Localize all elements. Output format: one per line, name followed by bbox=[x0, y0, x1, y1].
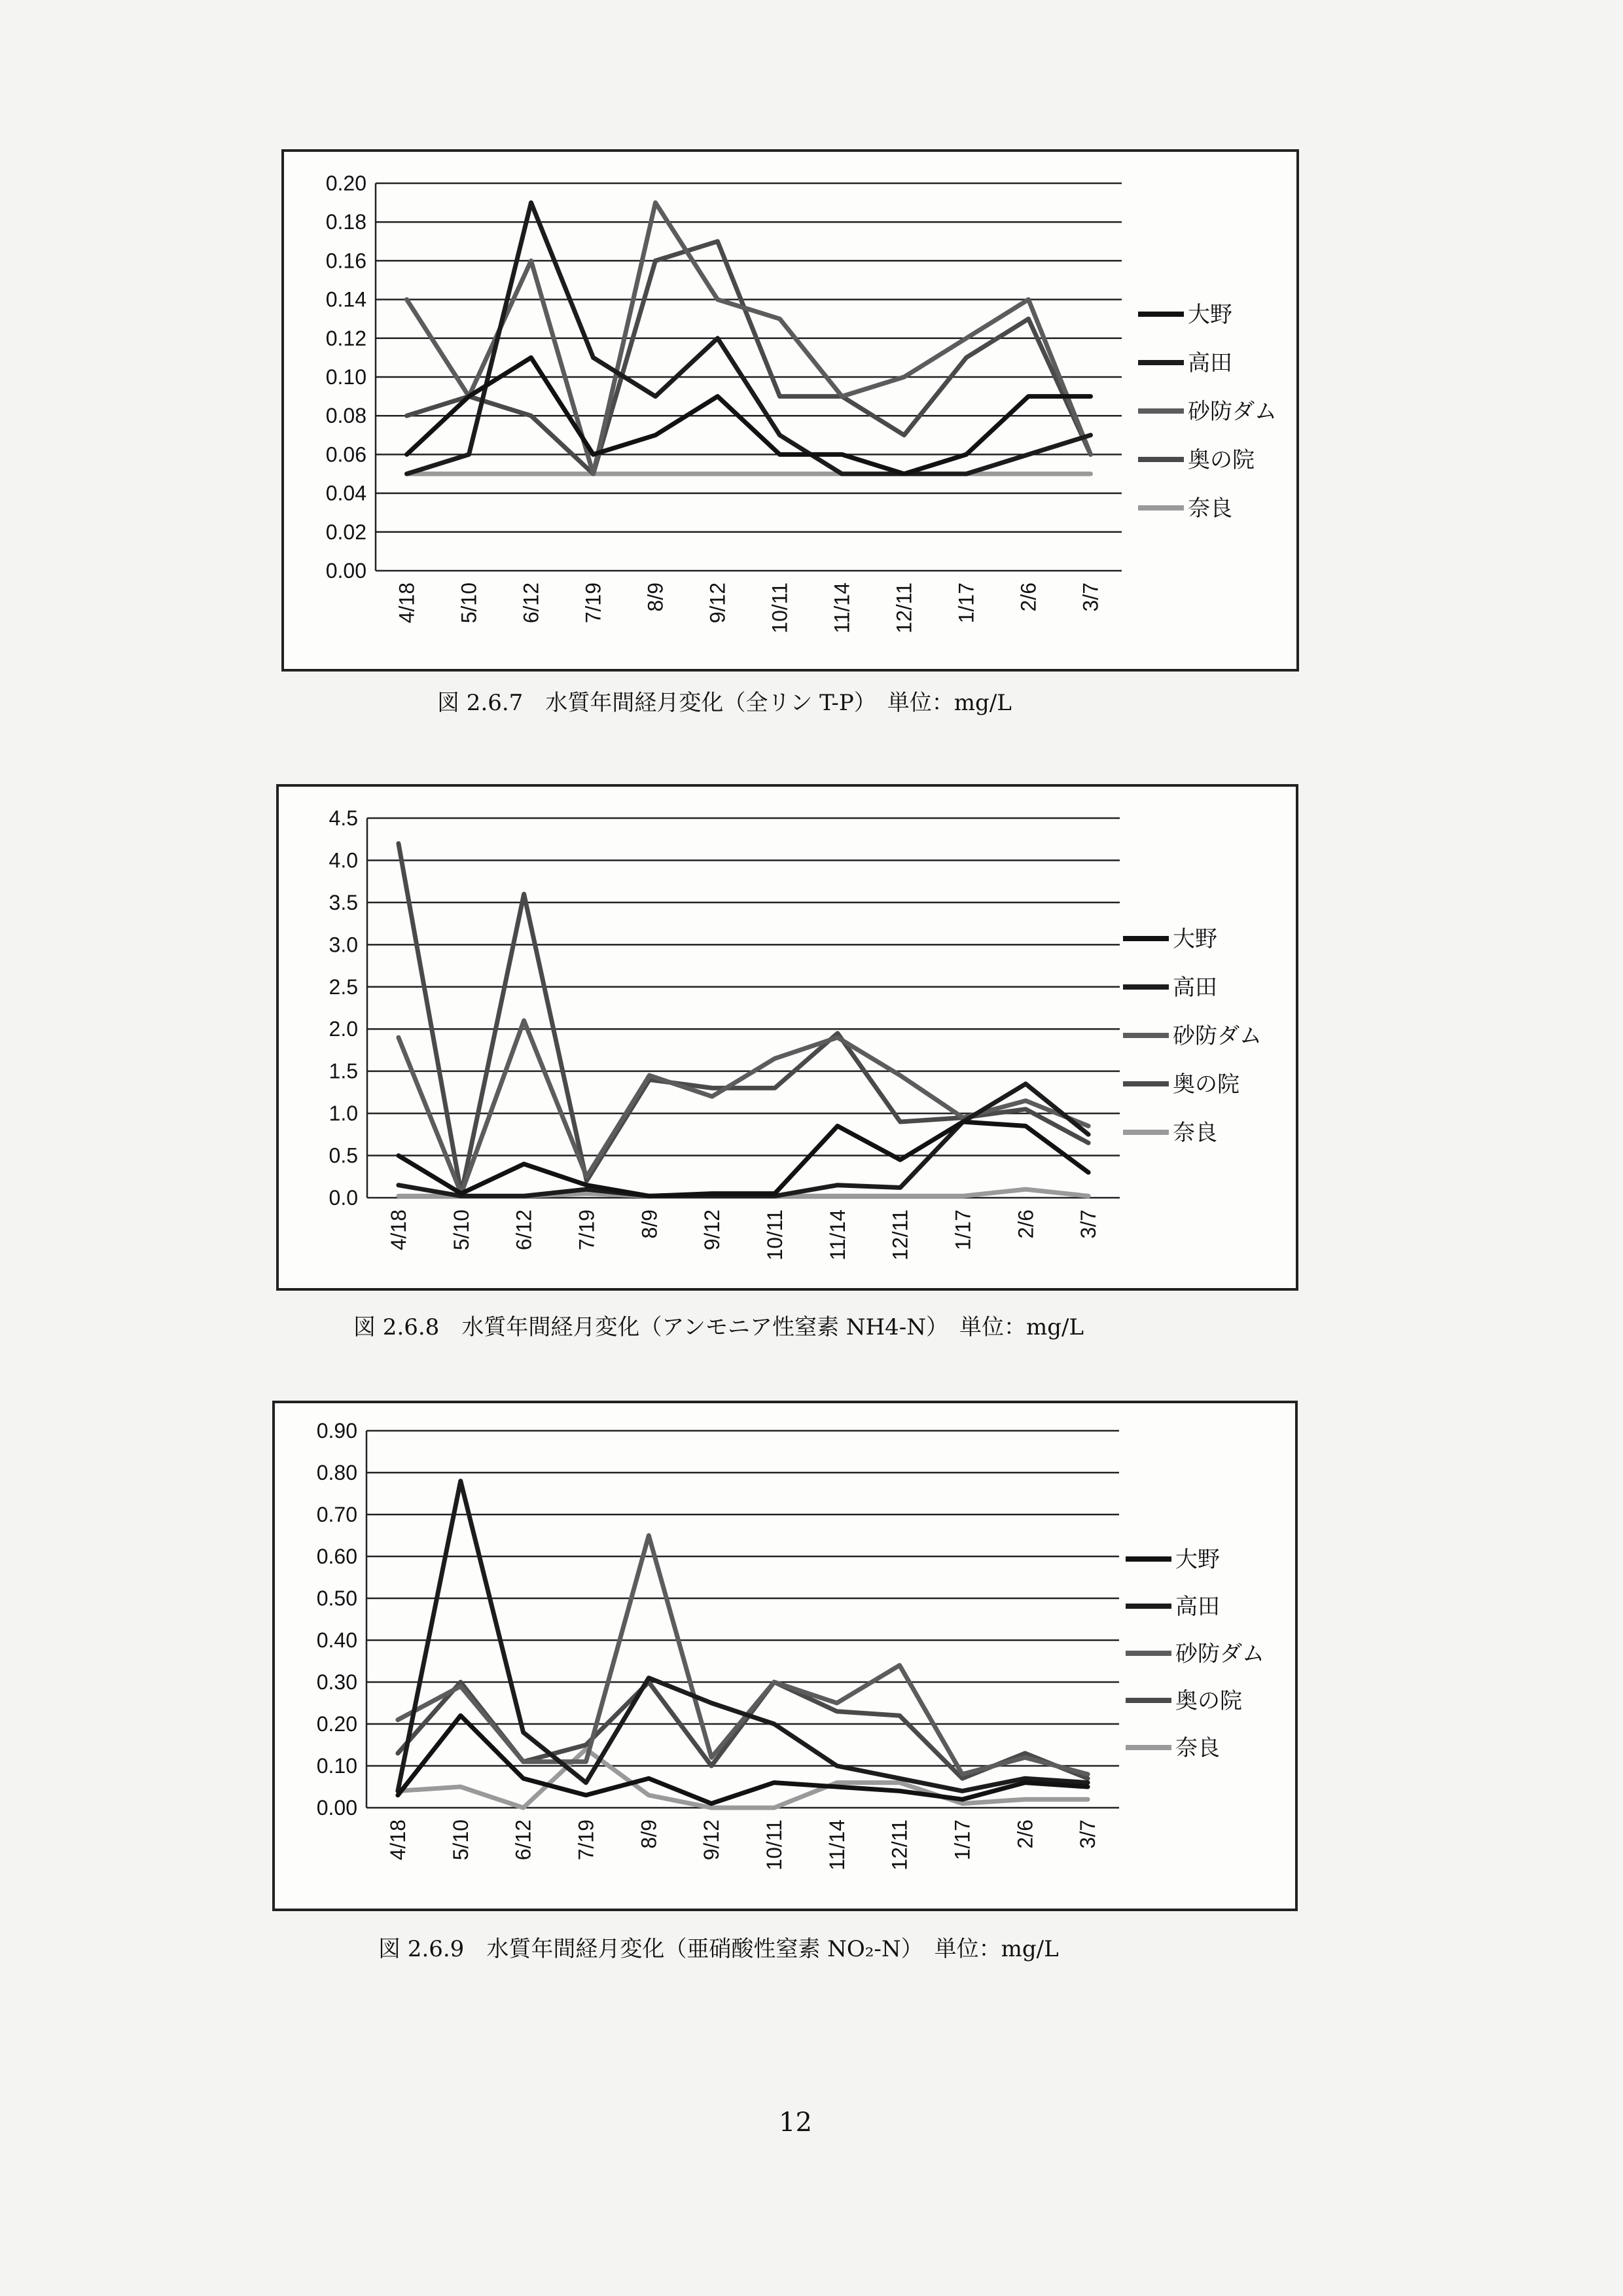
x-tick-label: 8/9 bbox=[637, 1210, 662, 1239]
y-tick-label: 0.5 bbox=[329, 1143, 358, 1168]
series-line bbox=[398, 1715, 1088, 1803]
x-tick-label: 3/7 bbox=[1077, 1210, 1101, 1239]
y-tick-label: 0.04 bbox=[325, 481, 366, 505]
y-tick-label: 0.00 bbox=[316, 1796, 357, 1820]
x-tick-label: 8/9 bbox=[643, 583, 668, 612]
y-tick-label: 0.00 bbox=[325, 559, 366, 583]
y-tick-label: 2.0 bbox=[329, 1017, 358, 1041]
series-line bbox=[399, 844, 1088, 1194]
x-tick-label: 5/10 bbox=[457, 583, 481, 624]
x-tick-label: 10/11 bbox=[762, 1820, 786, 1871]
legend-label: 砂防ダム bbox=[1188, 399, 1277, 425]
y-tick-label: 0.18 bbox=[325, 210, 366, 234]
legend-label: 大野 bbox=[1175, 1547, 1220, 1573]
series-line bbox=[407, 242, 1091, 474]
y-tick-label: 0.20 bbox=[325, 171, 366, 195]
x-tick-label: 2/6 bbox=[1013, 1820, 1037, 1849]
y-tick-label: 0.60 bbox=[316, 1545, 357, 1568]
y-tick-label: 0.70 bbox=[316, 1503, 357, 1526]
y-tick-label: 0.80 bbox=[316, 1461, 357, 1484]
legend-label: 砂防ダム bbox=[1173, 1023, 1262, 1049]
chart-caption: 図 2.6.8 水質年間経月変化（アンモニア性窒素 NH4-N） 単位：mg/L bbox=[353, 1314, 1084, 1340]
y-tick-label: 0.14 bbox=[325, 287, 366, 312]
chart-total-phosphorus bbox=[281, 149, 1299, 672]
legend-label: 奈良 bbox=[1173, 1120, 1217, 1146]
x-tick-label: 7/19 bbox=[574, 1820, 598, 1861]
legend-label: 奈良 bbox=[1175, 1735, 1220, 1761]
x-tick-label: 6/12 bbox=[511, 1820, 535, 1861]
chart-svg bbox=[279, 787, 1296, 1288]
y-tick-label: 3.5 bbox=[329, 890, 358, 914]
y-tick-label: 1.5 bbox=[329, 1059, 358, 1083]
x-tick-label: 6/12 bbox=[519, 583, 543, 624]
legend-label: 奥の院 bbox=[1173, 1071, 1240, 1098]
y-tick-label: 0.40 bbox=[316, 1628, 357, 1652]
chart-nitrite-nitrogen bbox=[272, 1401, 1298, 1911]
x-tick-label: 9/12 bbox=[705, 583, 730, 624]
y-tick-label: 0.06 bbox=[325, 442, 366, 467]
x-tick-label: 4/18 bbox=[386, 1210, 410, 1251]
chart-caption: 図 2.6.9 水質年間経月変化（亜硝酸性窒素 NO₂-N） 単位：mg/L bbox=[378, 1936, 1059, 1962]
x-tick-label: 11/14 bbox=[825, 1820, 849, 1871]
y-tick-label: 0.50 bbox=[316, 1587, 357, 1610]
y-tick-label: 0.90 bbox=[316, 1419, 357, 1443]
y-tick-label: 0.16 bbox=[325, 249, 366, 273]
x-tick-label: 10/11 bbox=[762, 1210, 787, 1261]
x-tick-label: 6/12 bbox=[512, 1210, 536, 1251]
x-tick-label: 9/12 bbox=[700, 1210, 724, 1251]
x-tick-label: 7/19 bbox=[575, 1210, 599, 1251]
chart-caption: 図 2.6.7 水質年間経月変化（全リン T-P） 単位：mg/L bbox=[437, 690, 1012, 716]
y-tick-label: 3.0 bbox=[329, 933, 358, 957]
chart-svg bbox=[275, 1403, 1295, 1909]
x-tick-label: 11/14 bbox=[825, 1210, 849, 1261]
x-tick-label: 2/6 bbox=[1016, 583, 1041, 612]
y-tick-label: 0.10 bbox=[316, 1754, 357, 1778]
chart-svg bbox=[284, 152, 1296, 669]
legend-label: 高田 bbox=[1188, 350, 1232, 376]
x-tick-label: 1/17 bbox=[950, 1820, 974, 1861]
series-line bbox=[398, 1682, 1088, 1778]
series-line bbox=[399, 1084, 1088, 1196]
x-tick-label: 12/11 bbox=[887, 1820, 912, 1871]
y-tick-label: 0.12 bbox=[325, 326, 366, 350]
y-tick-label: 1.0 bbox=[329, 1102, 358, 1126]
x-tick-label: 8/9 bbox=[637, 1820, 661, 1849]
legend-label: 高田 bbox=[1175, 1594, 1220, 1620]
x-tick-label: 11/14 bbox=[830, 583, 854, 634]
x-tick-label: 4/18 bbox=[395, 583, 419, 624]
x-tick-label: 4/18 bbox=[385, 1820, 410, 1861]
legend-label: 奥の院 bbox=[1188, 447, 1255, 473]
series-line bbox=[398, 1535, 1088, 1774]
y-tick-label: 0.08 bbox=[325, 404, 366, 428]
y-tick-label: 0.0 bbox=[329, 1186, 358, 1210]
y-tick-label: 0.02 bbox=[325, 520, 366, 544]
x-tick-label: 12/11 bbox=[892, 583, 916, 634]
x-tick-label: 3/7 bbox=[1076, 1820, 1100, 1849]
page-number: 12 bbox=[779, 2108, 812, 2138]
legend-label: 砂防ダム bbox=[1175, 1641, 1264, 1667]
y-tick-label: 0.20 bbox=[316, 1712, 357, 1736]
x-tick-label: 1/17 bbox=[954, 583, 978, 624]
y-tick-label: 0.10 bbox=[325, 365, 366, 389]
x-tick-label: 9/12 bbox=[700, 1820, 724, 1861]
legend-label: 高田 bbox=[1173, 975, 1217, 1001]
legend-label: 奈良 bbox=[1188, 495, 1232, 522]
y-tick-label: 2.5 bbox=[329, 975, 358, 999]
x-tick-label: 2/6 bbox=[1014, 1210, 1038, 1239]
x-tick-label: 1/17 bbox=[951, 1210, 975, 1251]
series-line bbox=[398, 1481, 1088, 1791]
y-tick-label: 0.30 bbox=[316, 1670, 357, 1694]
chart-ammonia-nitrogen bbox=[276, 784, 1298, 1291]
y-tick-label: 4.5 bbox=[329, 806, 358, 830]
x-tick-label: 10/11 bbox=[768, 583, 792, 634]
legend-label: 大野 bbox=[1188, 302, 1232, 328]
legend-label: 大野 bbox=[1173, 926, 1217, 952]
x-tick-label: 12/11 bbox=[888, 1210, 912, 1261]
x-tick-label: 7/19 bbox=[581, 583, 605, 624]
x-tick-label: 3/7 bbox=[1079, 583, 1103, 612]
legend-label: 奥の院 bbox=[1175, 1688, 1242, 1714]
y-tick-label: 4.0 bbox=[329, 848, 358, 872]
x-tick-label: 5/10 bbox=[449, 1210, 473, 1251]
series-line bbox=[399, 1122, 1088, 1196]
x-tick-label: 5/10 bbox=[448, 1820, 473, 1861]
